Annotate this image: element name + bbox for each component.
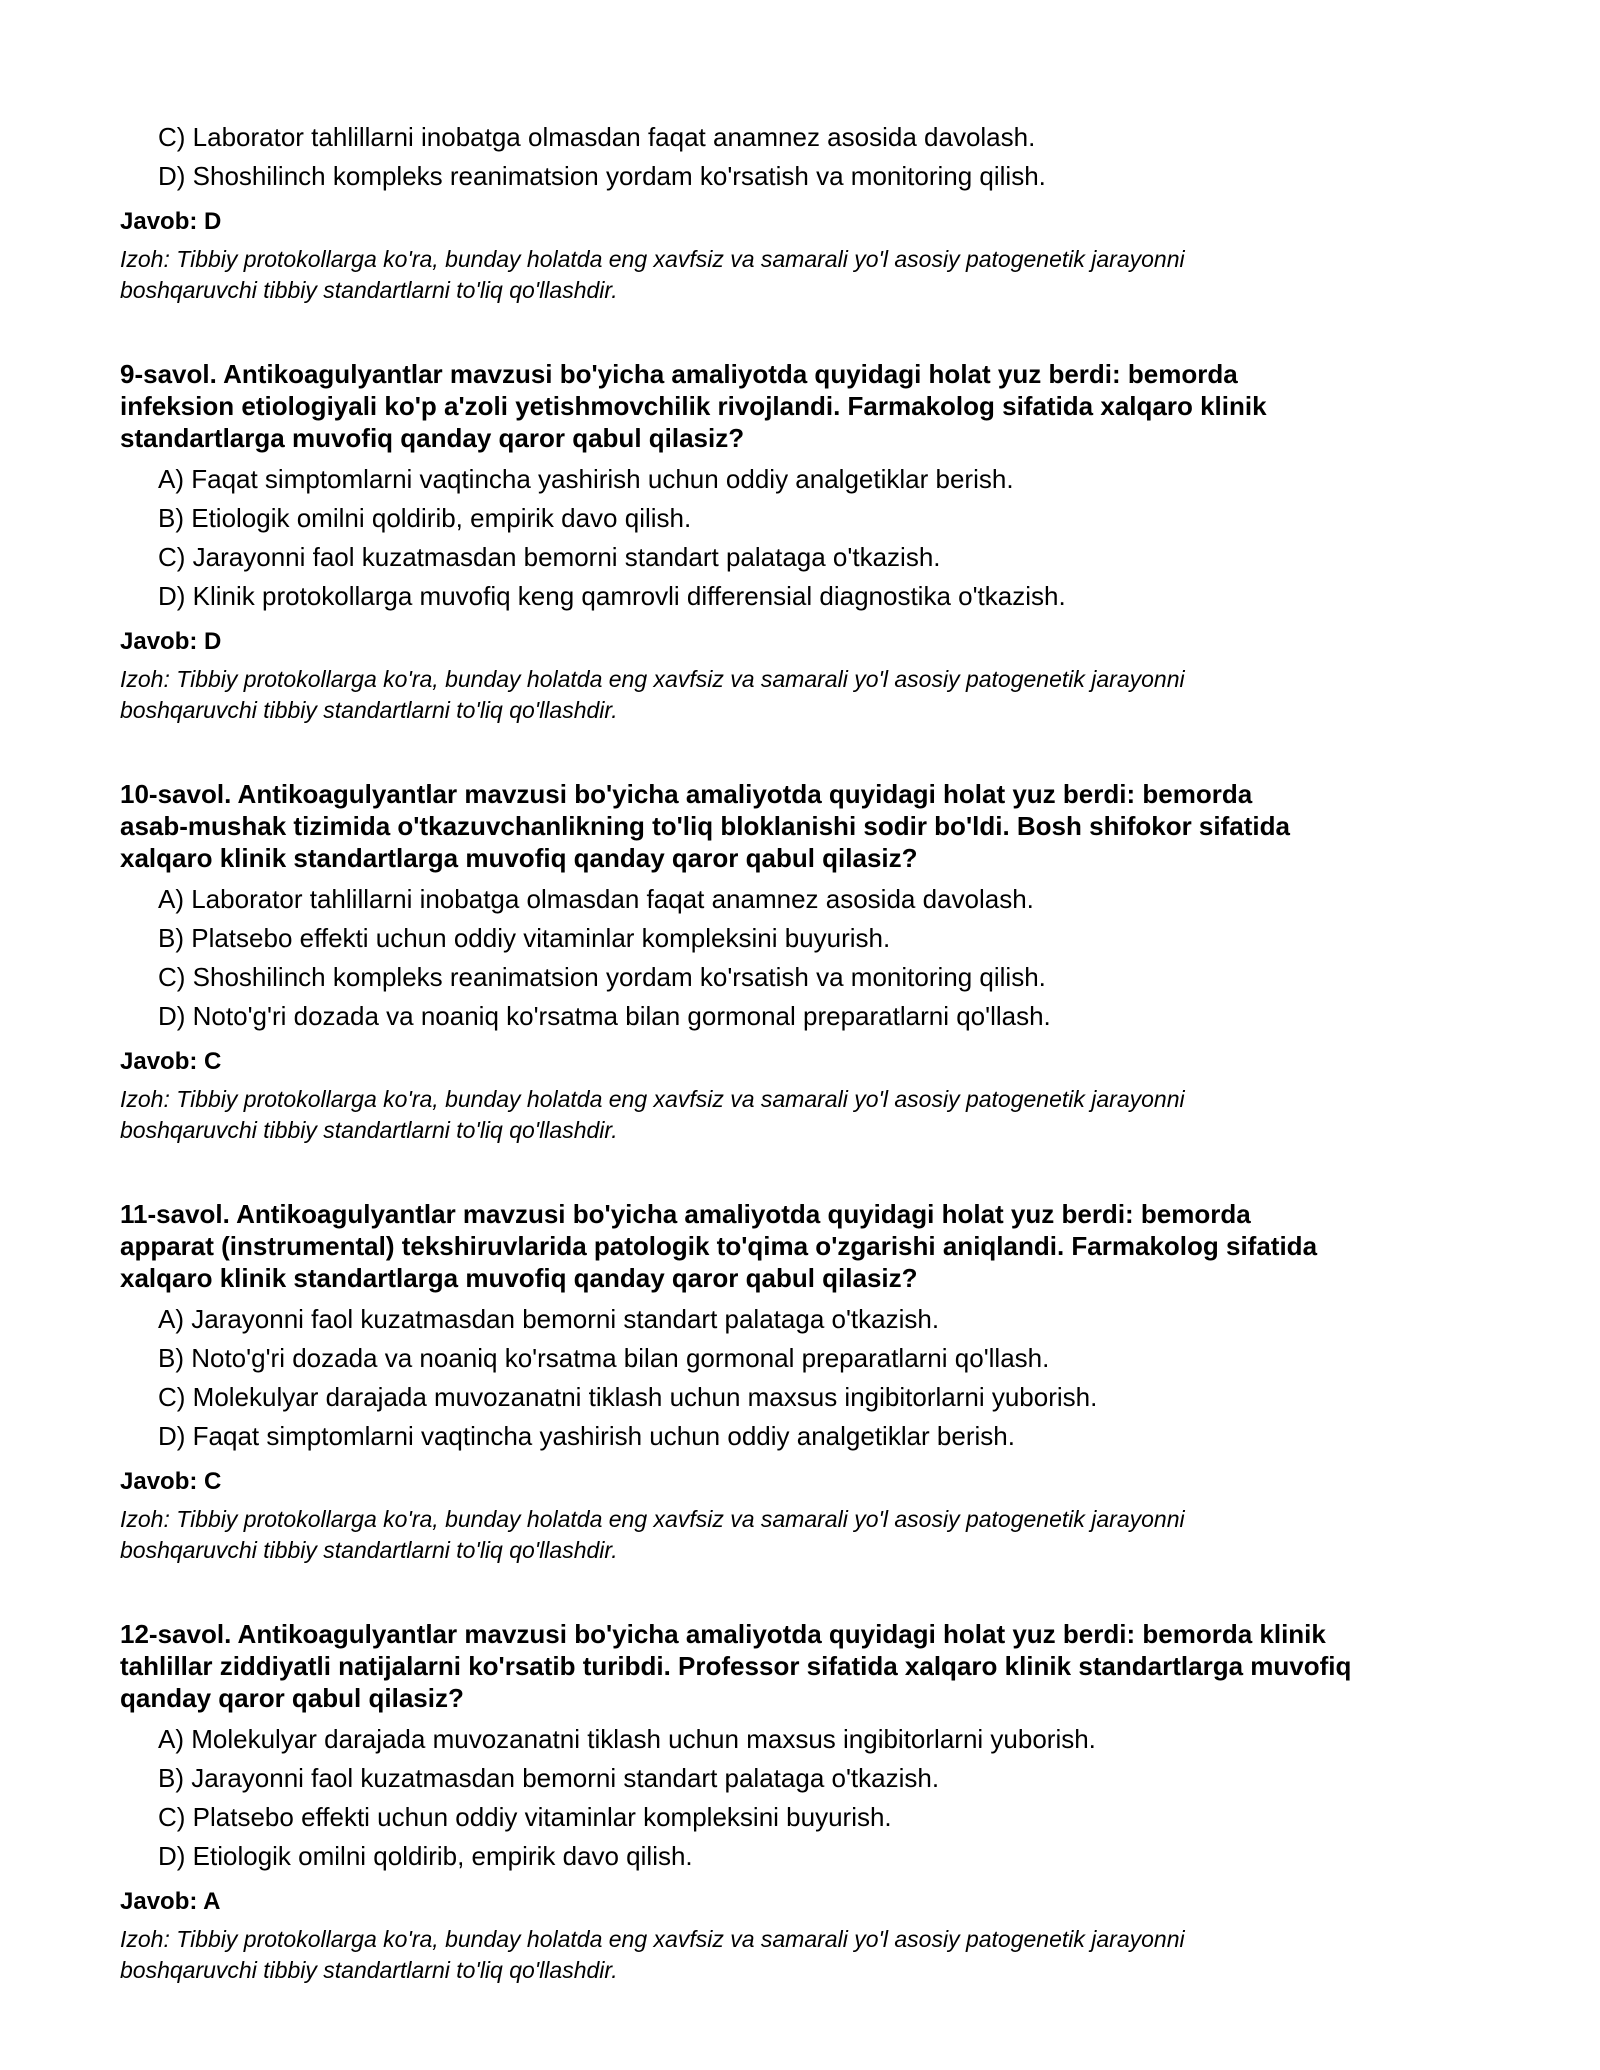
- question-11: [120, 1198, 1500, 1566]
- explanation-note: [120, 1924, 1500, 1986]
- question-title-line: asab-mushak tizimida o'tkazuvchanlikning to'liq bloklanishi sodir bo'ldi. Bosh shifokor sifatida: [120, 811, 1290, 841]
- explanation-note: [120, 244, 1500, 306]
- question-title: [120, 778, 1500, 874]
- question-10: [120, 778, 1500, 1146]
- question-9: [120, 358, 1500, 726]
- explanation-line: Izoh: Tibbiy protokollarga ko'ra, bunday holatda eng xavfsiz va samarali yo'l asosiy patogenetik jarayonni: [120, 1926, 1185, 1952]
- explanation-line: boshqaruvchi tibbiy standartlarni to'liq qo'llashdir.: [120, 1537, 618, 1563]
- explanation-line: Izoh: Tibbiy protokollarga ko'ra, bunday holatda eng xavfsiz va samarali yo'l asosiy patogenetik jarayonni: [120, 246, 1185, 272]
- answer-label: Javob: C: [120, 1048, 222, 1075]
- option-d: D) Noto'g'ri dozada va noaniq ko'rsatma bilan gormonal preparatlarni qo'llash.: [158, 1001, 1051, 1031]
- option-b: B) Noto'g'ri dozada va noaniq ko'rsatma bilan gormonal preparatlarni qo'llash.: [158, 1343, 1050, 1373]
- question-title-line: qanday qaror qabul qilasiz?: [120, 1683, 464, 1713]
- question-title-line: infeksion etiologiyali ko'p a'zoli yetishmovchilik rivojlandi. Farmakolog sifatida xalqaro klinik: [120, 391, 1267, 421]
- option-b: B) Jarayonni faol kuzatmasdan bemorni standart palataga o'tkazish.: [158, 1763, 940, 1793]
- option-d: D) Faqat simptomlarni vaqtincha yashirish uchun oddiy analgetiklar berish.: [158, 1421, 1015, 1451]
- answer-label: Javob: D: [120, 208, 222, 235]
- explanation-line: boshqaruvchi tibbiy standartlarni to'liq qo'llashdir.: [120, 1957, 618, 1983]
- option-c: C) Shoshilinch kompleks reanimatsion yordam ko'rsatish va monitoring qilish.: [158, 962, 1046, 992]
- question-title-line: 10-savol. Antikoagulyantlar mavzusi bo'yicha amaliyotda quyidagi holat yuz berdi: bemorda: [120, 779, 1253, 809]
- question-title-line: 11-savol. Antikoagulyantlar mavzusi bo'yicha amaliyotda quyidagi holat yuz berdi: bemorda: [120, 1199, 1251, 1229]
- explanation-note: [120, 664, 1500, 726]
- explanation-line: Izoh: Tibbiy protokollarga ko'ra, bunday holatda eng xavfsiz va samarali yo'l asosiy patogenetik jarayonni: [120, 666, 1185, 692]
- explanation-note: [120, 1504, 1500, 1566]
- explanation-line: boshqaruvchi tibbiy standartlarni to'liq qo'llashdir.: [120, 277, 618, 303]
- question-title-line: xalqaro klinik standartlarga muvofiq qanday qaror qabul qilasiz?: [120, 1263, 918, 1293]
- option-c: C) Jarayonni faol kuzatmasdan bemorni standart palataga o'tkazish.: [158, 542, 941, 572]
- option-a: A) Jarayonni faol kuzatmasdan bemorni standart palataga o'tkazish.: [158, 1304, 940, 1334]
- option-c: C) Laborator tahlillarni inobatga olmasdan faqat anamnez asosida davolash.: [158, 122, 1036, 152]
- explanation-line: boshqaruvchi tibbiy standartlarni to'liq qo'llashdir.: [120, 1117, 618, 1143]
- answer-label: Javob: C: [120, 1468, 222, 1495]
- answer-label: Javob: D: [120, 628, 222, 655]
- question-title: [120, 1618, 1500, 1714]
- option-b: B) Platsebo effekti uchun oddiy vitaminlar kompleksini buyurish.: [158, 923, 891, 953]
- option-d: D) Shoshilinch kompleks reanimatsion yordam ko'rsatish va monitoring qilish.: [158, 161, 1046, 191]
- question-title-line: tahlillar ziddiyatli natijalarni ko'rsatib turibdi. Professor sifatida xalqaro klinik standartlarga muvofiq: [120, 1651, 1352, 1681]
- explanation-note: [120, 1084, 1500, 1146]
- question-12: [120, 1618, 1500, 1986]
- explanation-line: boshqaruvchi tibbiy standartlarni to'liq qo'llashdir.: [120, 697, 618, 723]
- option-a: A) Molekulyar darajada muvozanatni tiklash uchun maxsus ingibitorlarni yuborish.: [158, 1724, 1096, 1754]
- option-d: D) Klinik protokollarga muvofiq keng qamrovli differensial diagnostika o'tkazish.: [158, 581, 1066, 611]
- question-title-line: 9-savol. Antikoagulyantlar mavzusi bo'yicha amaliyotda quyidagi holat yuz berdi: bemorda: [120, 359, 1238, 389]
- option-c: C) Molekulyar darajada muvozanatni tiklash uchun maxsus ingibitorlarni yuborish.: [158, 1382, 1098, 1412]
- option-a: A) Faqat simptomlarni vaqtincha yashirish uchun oddiy analgetiklar berish.: [158, 464, 1014, 494]
- option-b: B) Etiologik omilni qoldirib, empirik davo qilish.: [158, 503, 692, 533]
- question-title-line: xalqaro klinik standartlarga muvofiq qanday qaror qabul qilasiz?: [120, 843, 918, 873]
- question-title: [120, 358, 1500, 454]
- document-page: [120, 118, 1500, 1986]
- option-a: A) Laborator tahlillarni inobatga olmasdan faqat anamnez asosida davolash.: [158, 884, 1034, 914]
- carryover-block: [120, 118, 1500, 306]
- question-title-line: 12-savol. Antikoagulyantlar mavzusi bo'yicha amaliyotda quyidagi holat yuz berdi: bemorda klinik: [120, 1619, 1326, 1649]
- question-title-line: apparat (instrumental) tekshiruvlarida patologik to'qima o'zgarishi aniqlandi. Farmakolog sifatida: [120, 1231, 1318, 1261]
- explanation-line: Izoh: Tibbiy protokollarga ko'ra, bunday holatda eng xavfsiz va samarali yo'l asosiy patogenetik jarayonni: [120, 1506, 1185, 1532]
- question-title-line: standartlarga muvofiq qanday qaror qabul qilasiz?: [120, 423, 745, 453]
- question-title: [120, 1198, 1500, 1294]
- option-d: D) Etiologik omilni qoldirib, empirik davo qilish.: [158, 1841, 693, 1871]
- explanation-line: Izoh: Tibbiy protokollarga ko'ra, bunday holatda eng xavfsiz va samarali yo'l asosiy patogenetik jarayonni: [120, 1086, 1185, 1112]
- answer-label: Javob: A: [120, 1888, 221, 1915]
- option-c: C) Platsebo effekti uchun oddiy vitaminlar kompleksini buyurish.: [158, 1802, 892, 1832]
